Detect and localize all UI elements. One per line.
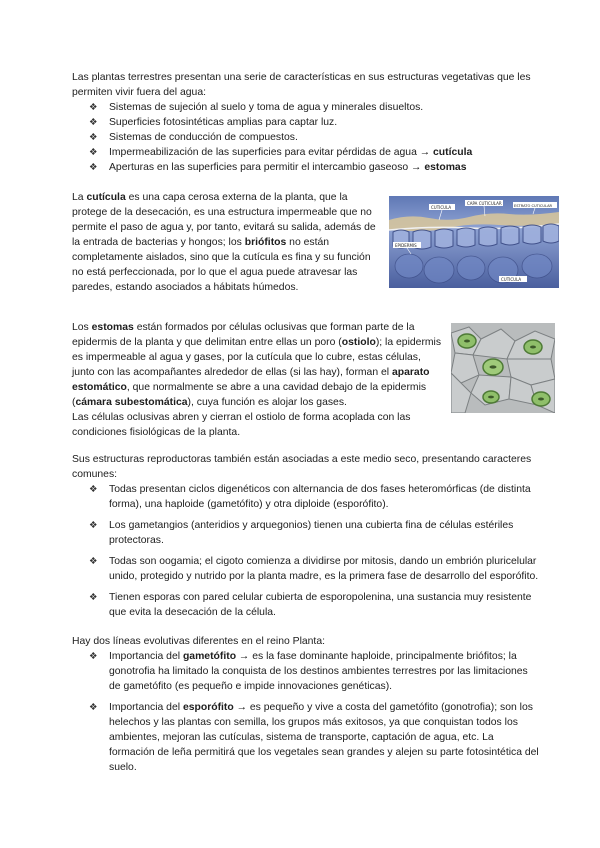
list-item: ❖ Aperturas en las superficies para permitir el intercambio gaseoso → estomas [89,162,467,173]
diamond-bullet-icon: ❖ [89,484,98,495]
list-item: ❖ Importancia del gametófito → es la fase dominante haploide, principalmente briófitos; la gonotrofia ha limitado la conquista de los destinos ambientes terrestres por las limitaciones de gametófito (es pequeño e impide innovaciones genéticas). [89,651,528,692]
cuticle-micrograph-image [389,196,559,288]
list-item: ❖ Sistemas de conducción de compuestos. [89,132,298,143]
reproductoras-paragraph: Sus estructuras reproductoras también están asociadas a este medio seco, presentando caracteres comunes: [72,454,532,480]
diamond-bullet-icon: ❖ [89,556,98,567]
cuticula-section [72,190,384,295]
estomas-paragraph-2: Las células oclusivas abren y cierran el ostiolo de forma acoplada con las condiciones fisiológicas de la planta. [72,412,411,438]
list-item: ❖ Impermeabilización de las superficies para evitar pérdidas de agua → cutícula [89,147,473,158]
list-item: ❖ Todas son oogamia; el cigoto comienza a dividirse por mitosis, dando un embrión pluricelular unido, protegido y nutrido por la planta madre, es la primera fase de desarrollo del esporófito. [89,556,539,582]
list-item: ❖ Todas presentan ciclos digenéticos con alternancia de dos fases heteromórficas (de distinta forma), una haploide (gametófito) y otra diploide (esporófito). [89,484,531,510]
diamond-bullet-icon: ❖ [89,592,98,603]
diamond-bullet-icon: ❖ [89,702,98,713]
diamond-bullet-icon: ❖ [89,117,98,128]
cuticula-paragraph: La cutícula es una capa cerosa externa de la planta, que la protege de la desecación, es una estructura impermeable que no permite el paso de agua y, por tanto, evitará su salida, además de la entrada de bacterias y hongos; los briófitos no están completamente aislados, sino que la cutícula es fina y su función no está perfeccionada, por lo que el agua puede atravesar las paredes, estando asociados a hábitats húmedos. [72,192,376,293]
lineas-paragraph: Hay dos líneas evolutivas diferentes en el reino Planta: [72,636,325,647]
stomata-micrograph-image [451,323,555,413]
figure-label: EPIDERMIS [395,243,417,248]
list-item: ❖ Tienen esporas con pared celular cubierta de esporopolenina, una sustancia muy resistente que evita la desecación de la célula. [89,592,532,618]
list-item: ❖ Los gametangios (anteridios y arquegonios) tienen una cubierta fina de células estériles protectoras. [89,520,514,546]
estomas-section [72,320,442,440]
lineas-list [72,649,542,775]
estomas-paragraph: Los estomas están formados por células oclusivas que forman parte de la epidermis de la planta y que delimitan entre ellas un poro (ostiolo); la epidermis es impermeable al agua y gases, por la cutícula que lo cubre, estas células, junto con las acompañantes alrededor de ellas (si las hay), forman el aparato estomático, que normalmente se abre a una cavidad debajo de la epidermis (cámara subestomática), cuya función es alojar los gases. [72,322,442,408]
list-item: ❖ Sistemas de sujeción al suelo y toma de agua y minerales disueltos. [89,102,424,113]
diamond-bullet-icon: ❖ [89,147,98,158]
diamond-bullet-icon: ❖ [89,132,98,143]
intro-paragraph: Las plantas terrestres presentan una serie de características en sus estructuras vegetativas que les permiten vivir fuera del agua: [72,72,531,98]
figure-label: CAPA CUTICULAR [467,201,502,206]
intro-list [72,100,542,175]
figure-label: ESTRATO CUTICULAR [514,204,553,208]
figure-label: CUTICULA [501,277,522,282]
reproductoras-list [72,482,542,620]
diamond-bullet-icon: ❖ [89,651,98,662]
list-item: ❖ Superficies fotosintéticas amplias para captar luz. [89,117,338,128]
reproductoras-section [72,452,542,626]
intro-section [72,70,542,175]
list-item: ❖ Importancia del esporófito → es pequeño y vive a costa del gametófito (gonotrofia); son los helechos y las plantas con semilla, los grupos más exitosos, ya que conquistan todos los ambientes, mejoran las cutículas, sistema de transporte, captación de agua, etc. La formación de leña permitirá que los vegetales sean grandes y alejen su parte fotosintética del suelo. [89,702,539,773]
diamond-bullet-icon: ❖ [89,520,98,531]
figure-label: CUTICULA [431,205,452,210]
diamond-bullet-icon: ❖ [89,162,98,173]
lineas-section [72,634,542,781]
diamond-bullet-icon: ❖ [89,102,98,113]
